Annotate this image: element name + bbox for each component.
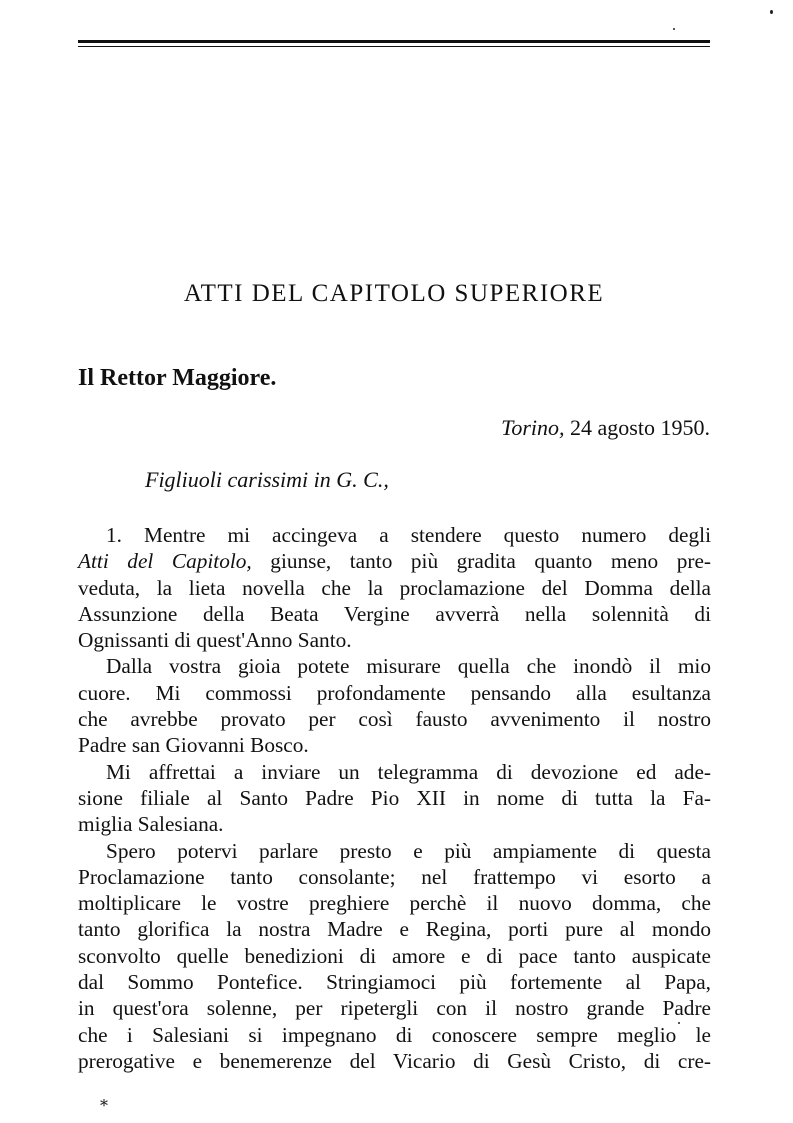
italic-title: Atti del Capitolo, [78,549,252,574]
footer-asterisk: * [100,1096,108,1115]
body-line: veduta, la lieta novella che la proclamazione del Domma della [78,575,711,600]
body-line: prerogative e benemerenze del Vicario di Gesù Cristo, di cre- [78,1048,711,1073]
body-line: Dalla vostra gioia potete misurare quella che inondò il mio [106,654,711,679]
dateline [501,415,710,441]
body-line: Proclamazione tanto consolante; nel frattempo vi esorto a [78,864,711,889]
body-line: Assunzione della Beata Vergine avverrà nella solennità di [78,601,711,626]
body-line: Padre san Giovanni Bosco. [78,733,309,758]
body-line: 1. Mentre mi accingeva a stendere questo numero degli [106,523,711,547]
body-line: in quest'ora solenne, per ripetergli con il nostro grande Padre [78,996,711,1021]
section-title: ATTI DEL CAPITOLO SUPERIORE [183,280,605,307]
body-line: miglia Salesiana. [78,812,224,837]
dateline-date: 24 agosto 1950. [570,415,710,440]
body-line: cuore. Mi commossi profondamente pensando alla esultanza [78,680,711,705]
print-speck [770,10,773,14]
body-line: che avrebbe provato per così fausto avvenimento il nostro [78,707,711,732]
letter-heading: Il Rettor Maggiore. [78,365,277,391]
dateline-place: Torino, [501,415,565,440]
body-line: sconvolto quelle benedizioni di amore e di pace tanto auspicate [78,943,711,968]
body-line: sione filiale al Santo Padre Pio XII in nome di tutta la Fa- [78,785,711,810]
body-line: Spero potervi parlare presto e più ampiamente di questa [106,838,711,863]
body-line: moltiplicare le vostre preghiere perchè il nuovo domma, che [78,891,711,916]
body-line-text: giunse, tanto più gradita quanto meno pre- [251,549,711,574]
print-speck [673,28,675,30]
body-line: che i Salesiani si impegnano di conoscere sempre meglio le [78,1022,711,1047]
body-line: dal Sommo Pontefice. Stringiamoci più fortemente al Papa, [78,970,711,995]
body-line: tanto glorifica la nostra Madre e Regina, porti pure al mondo [78,917,711,942]
letter-body [78,522,711,1074]
body-line: Mi affrettai a inviare un telegramma di devozione ed ade- [106,759,711,784]
body-line [78,548,711,574]
top-rule-thin [78,46,710,47]
top-rule [78,40,710,43]
body-line: Ognissanti di quest'Anno Santo. [78,628,352,653]
salutation: Figliuoli carissimi in G. C., [145,467,389,492]
